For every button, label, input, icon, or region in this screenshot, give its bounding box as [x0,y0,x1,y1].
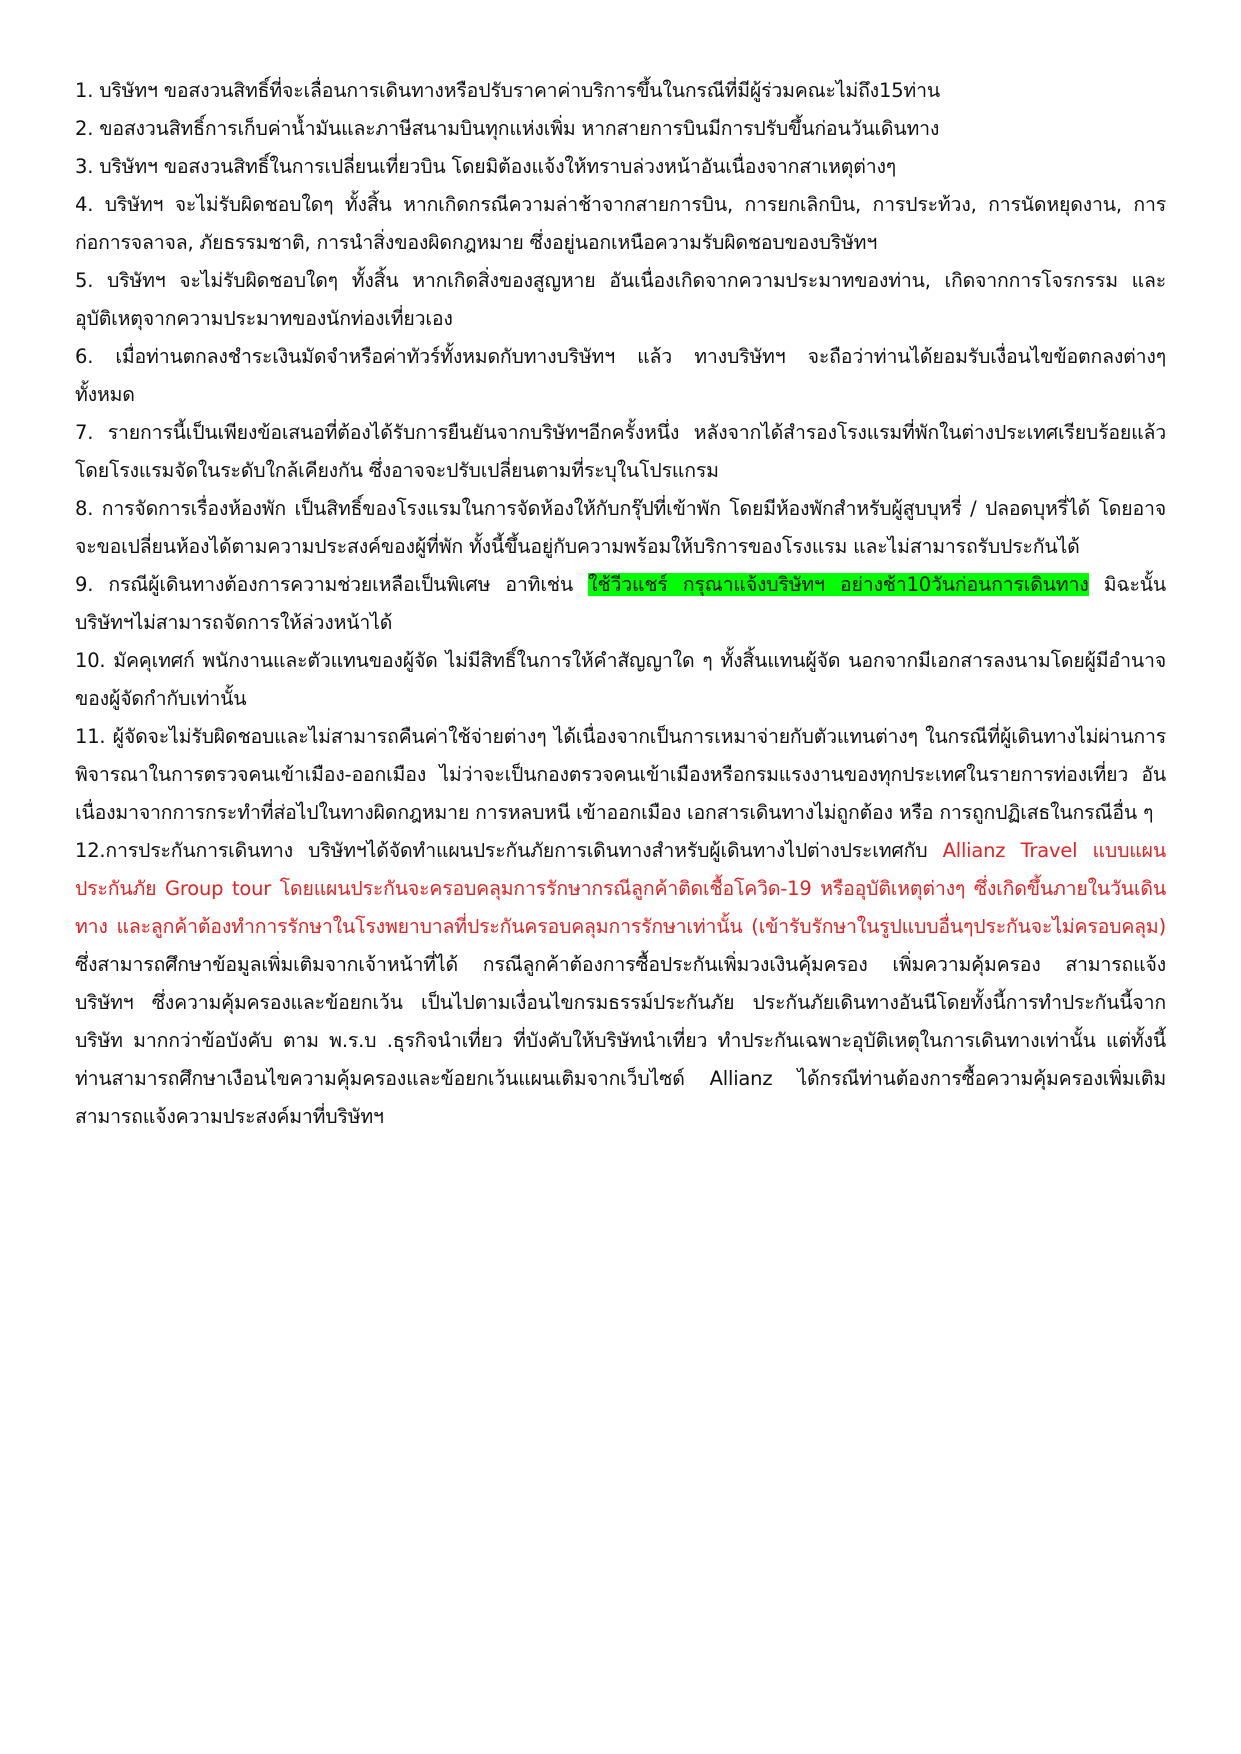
term-text: การจัดการเรื่องห้องพัก เป็นสิทธิ์ของโรงแรมในการจัดห้องให้กับกรุ๊ปที่เข้าพัก โดยมีห้องพักสำหรับผู้สูบบุหรี่ / ปลอดบุหรี่ได้ โดยอาจจะขอเปลี่ยนห้องได้ตามความประสงค์ของผู้ที่พัก ทั้งนี้ขึ้นอยู่กับความพร้อมให้บริการของโรงแรม และไม่สามารถรับประกันได้ [75,497,1166,558]
term-number: 12. [75,839,106,862]
term-number: 4. [75,193,94,216]
term-text-after-highlight: มิฉะนั้นบริษัทฯไม่สามารถจัดการให้ล่วงหน้าได้ [75,573,1166,634]
term-text: กรณีผู้เดินทางต้องการความช่วยเหลือเป็นพิเศษ อาทิเช่น [93,573,589,596]
term-text: เมื่อท่านตกลงชำระเงินมัดจำหรือค่าทัวร์ทั้งหมดกับทางบริษัทฯ แล้ว ทางบริษัทฯ จะถือว่าท่านได้ยอมรับเงื่อนไขข้อตกลงต่างๆ ทั้งหมด [75,345,1166,406]
term-number: 6. [75,345,94,368]
term-text: การประกันการเดินทาง บริษัทฯได้จัดทำแผนประกันภัยการเดินทางสำหรับผู้เดินทางไปต่างประเทศกับ [105,839,943,862]
term-item-11 [75,718,1166,832]
term-number: 8. [75,497,94,520]
term-text: ขอสงวนสิทธิ์การเก็บค่าน้ำมันและภาษีสนามบินทุกแห่งเพิ่ม หากสายการบินมีการปรับขึ้นก่อนวันเดินทาง [93,117,940,140]
term-text: บริษัทฯ ขอสงวนสิทธิ์ที่จะเลื่อนการเดินทางหรือปรับราคาค่าบริการขึ้นในกรณีที่มีผู้ร่วมคณะไม่ถึง15ท่าน [93,79,940,102]
term-item-12 [75,832,1166,1136]
term-text-after-notice: ซึ่งสามารถศึกษาข้อมูลเพิ่มเติมจากเจ้าหน้าที่ได้ กรณีลูกค้าต้องการซื้อประกันเพิ่มวงเงินคุ้มครอง เพิ่มความคุ้มครอง สามารถแจ้ง บริษัทฯ ซึ่งความคุ้มครองและข้อยกเว้น เป็นไปตามเงื่อนไขกรมธรรม์ประกันภัย ประกันภัยเดินทางอันนีโดยทั้งนี้การทำประกันนี้จากบริษัท มากกว่าข้อบังคับ ตาม พ.ร.บ .ธุรกิจนำเที่ยว ที่บังคับให้บริษัทนำเที่ยว ทำประกันเฉพาะอุบัติเหตุในการเดินทางเท่านั้น แต่ทั้งนี้ ท่านสามารถศึกษาเงือนไขความคุ้มครองและข้อยกเว้นแผนเติมจากเว็บไซด์ Allianz ได้กรณีท่านต้องการซื้อความคุ้มครองเพิ่มเติมสามารถแจ้งความประสงค์มาที่บริษัทฯ [75,953,1166,1128]
term-item-2 [75,110,1166,148]
term-text: มัคคุเทศก์ พนักงานและตัวแทนของผู้จัด ไม่มีสิทธิ์ในการให้คำสัญญาใด ๆ ทั้งสิ้นแทนผู้จัด นอกจากมีเอกสารลงนามโดยผู้มีอำนาจของผู้จัดกำกับเท่านั้น [75,649,1166,710]
term-number: 7. [75,421,94,444]
term-item-4 [75,186,1166,262]
term-text: บริษัทฯ จะไม่รับผิดชอบใดๆ ทั้งสิ้น หากเกิดสิ่งของสูญหาย อันเนื่องเกิดจากความประมาทของท่าน, เกิดจากการโจรกรรม และอุบัติเหตุจากความประมาทของนักท่องเที่ยวเอง [75,269,1166,330]
term-number: 11. [75,725,106,748]
term-text: ผู้จัดจะไม่รับผิดชอบและไม่สามารถคืนค่าใช้จ่ายต่างๆ ได้เนื่องจากเป็นการเหมาจ่ายกับตัวแทนต่างๆ ในกรณีที่ผู้เดินทางไม่ผ่านการพิจารณาในการตรวจคนเข้าเมือง-ออกเมือง ไม่ว่าจะเป็นกองตรวจคนเข้าเมืองหรือกรมแรงงานของทุกประเทศในรายการท่องเที่ยว อันเนื่องมาจากการกระทำที่ส่อไปในทางผิดกฎหมาย การหลบหนี เข้าออกเมือง เอกสารเดินทางไม่ถูกต้อง หรือ การถูกปฏิเสธในกรณีอื่น ๆ [75,725,1166,824]
term-number: 3. [75,155,94,178]
term-item-7 [75,414,1166,490]
term-number: 5. [75,269,94,292]
term-text: บริษัทฯ ขอสงวนสิทธิ์ในการเปลี่ยนเที่ยวบิน โดยมิต้องแจ้งให้ทราบล่วงหน้าอันเนื่องจากสาเหตุต่างๆ [93,155,897,178]
term-text: บริษัทฯ จะไม่รับผิดชอบใดๆ ทั้งสิ้น หากเกิดกรณีความล่าช้าจากสายการบิน, การยกเลิกบิน, การประท้วง, การนัดหยุดงาน, การก่อการจลาจล, ภัยธรรมชาติ, การนำสิ่งของผิดกฎหมาย ซึ่งอยู่นอกเหนือความรับผิดชอบของบริษัทฯ [75,193,1166,254]
term-number: 9. [75,573,94,596]
term-item-6 [75,338,1166,414]
term-number: 1. [75,79,94,102]
highlighted-wheelchair-notice: ใช้วีวแชร์ กรุณาแจ้งบริษัทฯ อย่างช้า10วันก่อนการเดินทาง [588,573,1089,596]
terms-document [75,72,1166,1136]
term-item-5 [75,262,1166,338]
term-item-9 [75,566,1166,642]
insurance-coverage-notice: Allianz Travel แบบแผนประกันภัย Group tour โดยแผนประกันจะครอบคลุมการรักษากรณีลูกค้าติดเชื้อโควิด-19 หรืออุบัติเหตุต่างๆ ซึ่งเกิดขึ้นภายในวันเดินทาง และลูกค้าต้องทำการรักษาในโรงพยาบาลที่ประกันครอบคลุมการรักษาเท่านั้น (เข้ารับรักษาในรูปแบบอื่นๆประกันจะไม่ครอบคลุม) [75,839,1166,938]
term-item-8 [75,490,1166,566]
term-item-10 [75,642,1166,718]
term-item-3 [75,148,1166,186]
term-number: 10. [75,649,106,672]
term-number: 2. [75,117,94,140]
term-text: รายการนี้เป็นเพียงข้อเสนอที่ต้องได้รับการยืนยันจากบริษัทฯอีกครั้งหนึ่ง หลังจากได้สำรองโรงแรมที่พักในต่างประเทศเรียบร้อยแล้ว โดยโรงแรมจัดในระดับใกล้เคียงกัน ซึ่งอาจจะปรับเปลี่ยนตามที่ระบุในโปรแกรม [75,421,1166,482]
term-item-1 [75,72,1166,110]
